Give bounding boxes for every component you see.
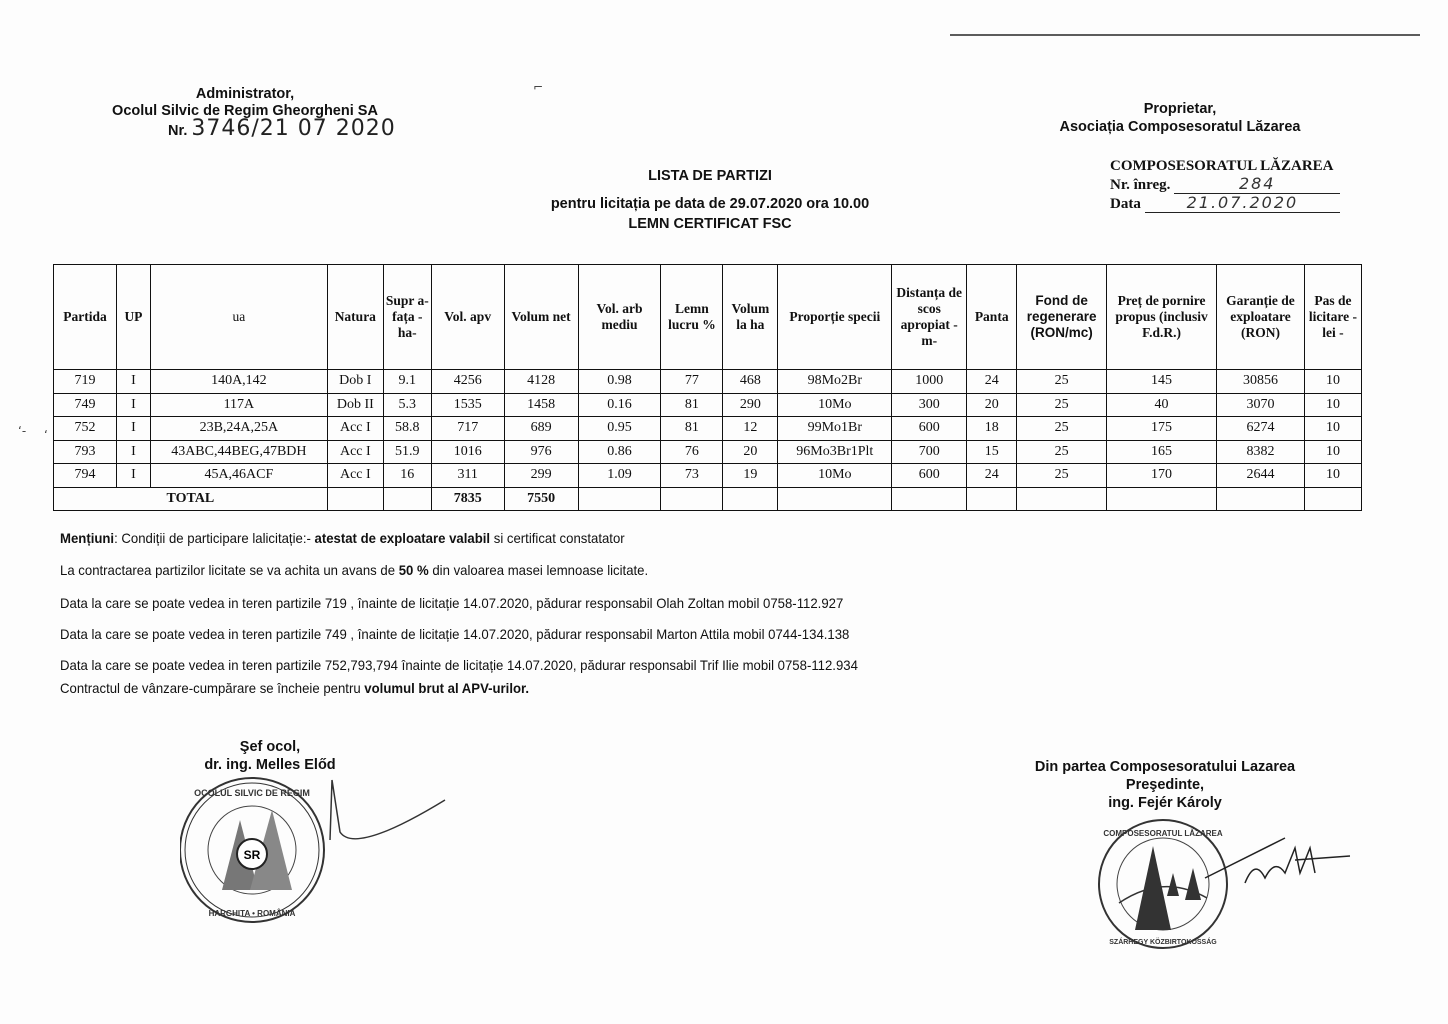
cell-pret-pornire: 175 [1107, 417, 1217, 441]
cell-natura: Acc I [327, 440, 383, 464]
cell-volum-net: 1458 [504, 393, 578, 417]
scan-top-line [950, 34, 1420, 36]
cell-vol-arb-mediu: 0.16 [578, 393, 661, 417]
cell-pret-pornire: 170 [1107, 464, 1217, 488]
document-title [520, 166, 900, 234]
total-empty-cell [723, 487, 778, 511]
cell-volum-la-ha: 290 [723, 393, 778, 417]
note-advance [60, 562, 648, 578]
total-empty-cell [578, 487, 661, 511]
total-empty-cell [892, 487, 967, 511]
cell-fond-regenerare: 25 [1017, 417, 1107, 441]
svg-text:HARGHITA • ROMÂNIA: HARGHITA • ROMÂNIA [208, 909, 296, 918]
cell-panta: 24 [967, 464, 1017, 488]
administrator-role: Administrator, [195, 86, 295, 102]
registration-date-value: 21.07.2020 [1145, 194, 1340, 213]
col-header-proportie-specii: Proporție specii [778, 265, 892, 370]
cell-vol-apv: 1016 [431, 440, 504, 464]
cell-proportie: 96Mo3Br1Plt [778, 440, 892, 464]
note-conditions [60, 530, 625, 546]
cell-proportie: 10Mo [778, 464, 892, 488]
nr-handwritten: 3746/21 07 2020 [191, 116, 396, 141]
table-row [54, 464, 1362, 488]
cell-suprafata: 5.3 [383, 393, 431, 417]
cell-vol-apv: 717 [431, 417, 504, 441]
cell-distanta: 700 [892, 440, 967, 464]
note-text: Contractul de vânzare-cumpărare se încheie pentru [60, 680, 365, 696]
mentiuni-label: Mențiuni [60, 530, 115, 546]
table-row [54, 440, 1362, 464]
cell-lemn-lucru: 77 [661, 370, 723, 394]
signature-right [1010, 758, 1320, 812]
note-visit-752-793-794: Data la care se poate vedea in teren partizile 752,793,794 înainte de licitație 14.07.2020, pădurar responsabil Trif Ilie mobil 0758-112.934 [60, 657, 858, 673]
cell-volum-net: 299 [504, 464, 578, 488]
table-row [54, 393, 1362, 417]
cell-proportie: 98Mo2Br [778, 370, 892, 394]
cell-natura: Dob II [327, 393, 383, 417]
cell-volum-la-ha: 19 [723, 464, 778, 488]
table-row [54, 417, 1362, 441]
cell-natura: Acc I [327, 417, 383, 441]
registration-nr-value: 284 [1174, 175, 1340, 194]
cell-partida: 793 [54, 440, 117, 464]
cell-panta: 24 [967, 370, 1017, 394]
cell-proportie: 10Mo [778, 393, 892, 417]
cell-ua: 45A,46ACF [150, 464, 327, 488]
svg-text:COMPOSESORATUL LĂZAREA: COMPOSESORATUL LĂZAREA [1103, 829, 1223, 838]
cell-lemn-lucru: 81 [661, 393, 723, 417]
cell-up: I [116, 370, 150, 394]
cell-pret-pornire: 40 [1107, 393, 1217, 417]
cell-vol-arb-mediu: 0.95 [578, 417, 661, 441]
total-empty-cell [1216, 487, 1304, 511]
cell-pas-licitare: 10 [1304, 393, 1361, 417]
signature-left [170, 738, 370, 774]
svg-text:OCOLUL SILVIC DE REGIM: OCOLUL SILVIC DE REGIM [194, 788, 310, 798]
total-empty-cell [778, 487, 892, 511]
cell-vol-arb-mediu: 0.98 [578, 370, 661, 394]
title-line-1: LISTA DE PARTIZI [648, 168, 772, 184]
ocol-silvic-stamp-icon [180, 770, 460, 930]
presedinte-role: Preşedinte, [1125, 777, 1205, 793]
note-text: La contractarea partizilor licitate se va achita un avans de [60, 562, 399, 578]
cell-natura: Acc I [327, 464, 383, 488]
owner-role: Proprietar, [1143, 101, 1217, 117]
total-vol-apv: 7835 [431, 487, 504, 511]
cell-suprafata: 51.9 [383, 440, 431, 464]
cell-lemn-lucru: 81 [661, 417, 723, 441]
registration-date-label: Data [1110, 196, 1141, 212]
registration-nr-line [1110, 175, 1340, 194]
registration-date-line [1110, 194, 1340, 213]
total-empty-cell [1017, 487, 1107, 511]
total-empty-cell [661, 487, 723, 511]
note-text: : Condiții de participare lalicitație:- [114, 530, 315, 546]
col-header-volum-net: Volum net [504, 265, 578, 370]
col-header-vol-apv: Vol. apv [431, 265, 504, 370]
cell-up: I [116, 464, 150, 488]
cell-pas-licitare: 10 [1304, 440, 1361, 464]
cell-suprafata: 58.8 [383, 417, 431, 441]
cell-garantie: 6274 [1216, 417, 1304, 441]
col-header-ua: ua [150, 265, 327, 370]
cell-garantie: 30856 [1216, 370, 1304, 394]
cell-suprafata: 9.1 [383, 370, 431, 394]
col-header-vol-arb-mediu: Vol. arb mediu [578, 265, 661, 370]
cell-partida: 749 [54, 393, 117, 417]
note-visit-719: Data la care se poate vedea in teren partizile 719 , înainte de licitație 14.07.2020, pădurar responsabil Olah Zoltan mobil 0758-112.927 [60, 595, 844, 611]
col-header-partida: Partida [54, 265, 117, 370]
svg-text:SR: SR [243, 848, 261, 862]
cell-partida: 752 [54, 417, 117, 441]
cell-pas-licitare: 10 [1304, 417, 1361, 441]
note-bold: atestat de exploatare valabil [314, 530, 491, 546]
note-text: si certificat constatator [490, 530, 625, 546]
cell-up: I [116, 417, 150, 441]
registration-org: COMPOSESORATUL LĂZAREA [1110, 158, 1334, 174]
cell-vol-arb-mediu: 0.86 [578, 440, 661, 464]
cell-garantie: 2644 [1216, 464, 1304, 488]
composesorat-line: Din partea Composesoratului Lazarea [1034, 759, 1296, 775]
sef-ocol-name: dr. ing. Melles Előd [204, 757, 336, 773]
sef-ocol-role: Şef ocol, [239, 739, 301, 755]
cell-pret-pornire: 165 [1107, 440, 1217, 464]
cell-ua: 43ABC,44BEG,47BDH [150, 440, 327, 464]
col-header-natura: Natura [327, 265, 383, 370]
scan-mark: ⌐ [533, 80, 544, 94]
col-header-garantie: Garanție de exploatare (RON) [1216, 265, 1304, 370]
cell-ua: 23B,24A,25A [150, 417, 327, 441]
col-header-pret-pornire: Preț de pornire propus (inclusiv F.d.R.) [1107, 265, 1217, 370]
cell-fond-regenerare: 25 [1017, 440, 1107, 464]
note-text: din valoarea masei lemnoase licitate. [428, 562, 649, 578]
cell-panta: 15 [967, 440, 1017, 464]
cell-panta: 20 [967, 393, 1017, 417]
table-header-row [54, 265, 1362, 370]
cell-pret-pornire: 145 [1107, 370, 1217, 394]
total-empty-cell [383, 487, 431, 511]
col-header-pas-licitare: Pas de licitare - lei - [1304, 265, 1361, 370]
cell-distanta: 600 [892, 464, 967, 488]
owner-org: Asociația Composesoratul Lăzarea [1059, 119, 1301, 135]
cell-pas-licitare: 10 [1304, 370, 1361, 394]
total-label: TOTAL [54, 487, 328, 511]
total-empty-cell [1107, 487, 1217, 511]
scan-mark: ‘ [44, 428, 48, 442]
administrator-nr [90, 116, 400, 141]
cell-vol-apv: 311 [431, 464, 504, 488]
cell-volum-net: 689 [504, 417, 578, 441]
cell-fond-regenerare: 25 [1017, 393, 1107, 417]
cell-distanta: 300 [892, 393, 967, 417]
total-empty-cell [1304, 487, 1361, 511]
col-header-distanta: Distanța de scos apropiat -m- [892, 265, 967, 370]
cell-natura: Dob I [327, 370, 383, 394]
svg-text:SZÁRHEGY KÖZBIRTOKOSSÁG: SZÁRHEGY KÖZBIRTOKOSSÁG [1109, 939, 1217, 946]
cell-volum-net: 976 [504, 440, 578, 464]
cell-distanta: 600 [892, 417, 967, 441]
presedinte-name: ing. Fejér Károly [1108, 795, 1222, 811]
total-empty-cell [327, 487, 383, 511]
cell-ua: 140A,142 [150, 370, 327, 394]
cell-partida: 794 [54, 464, 117, 488]
cell-up: I [116, 440, 150, 464]
col-header-panta: Panta [967, 265, 1017, 370]
cell-fond-regenerare: 25 [1017, 464, 1107, 488]
cell-vol-apv: 1535 [431, 393, 504, 417]
note-visit-749: Data la care se poate vedea in teren partizile 749 , înainte de licitație 14.07.2020, pădurar responsabil Marton Attila mobil 0744-134.138 [60, 626, 850, 642]
cell-proportie: 99Mo1Br [778, 417, 892, 441]
col-header-fond-regenerare: Fond de regenerare (RON/mc) [1017, 265, 1107, 370]
cell-pas-licitare: 10 [1304, 464, 1361, 488]
cell-vol-arb-mediu: 1.09 [578, 464, 661, 488]
cell-suprafata: 16 [383, 464, 431, 488]
cell-partida: 719 [54, 370, 117, 394]
scan-mark: ‘- [18, 424, 27, 438]
cell-fond-regenerare: 25 [1017, 370, 1107, 394]
cell-garantie: 3070 [1216, 393, 1304, 417]
note-bold: volumul brut al APV-urilor. [364, 680, 530, 696]
total-volum-net: 7550 [504, 487, 578, 511]
total-empty-cell [967, 487, 1017, 511]
col-header-up: UP [116, 265, 150, 370]
registration-nr-label: Nr. înreg. [1110, 177, 1171, 193]
cell-panta: 18 [967, 417, 1017, 441]
cell-up: I [116, 393, 150, 417]
table-row [54, 370, 1362, 394]
col-header-lemn-lucru: Lemn lucru % [661, 265, 723, 370]
cell-volum-la-ha: 12 [723, 417, 778, 441]
cell-volum-la-ha: 20 [723, 440, 778, 464]
cell-lemn-lucru: 73 [661, 464, 723, 488]
cell-garantie: 8382 [1216, 440, 1304, 464]
note-bold: 50 % [398, 562, 429, 578]
cell-lemn-lucru: 76 [661, 440, 723, 464]
cell-ua: 117A [150, 393, 327, 417]
cell-volum-net: 4128 [504, 370, 578, 394]
title-line-2: pentru licitația pe data de 29.07.2020 ora 10.00 [550, 196, 870, 212]
partizi-table [53, 264, 1362, 511]
cell-volum-la-ha: 468 [723, 370, 778, 394]
note-contract [60, 680, 529, 696]
table-total-row [54, 487, 1362, 511]
composesorat-stamp-icon [1095, 818, 1365, 958]
col-header-volum-la-ha: Volum la ha [723, 265, 778, 370]
nr-label: Nr. [168, 123, 188, 139]
col-header-suprafata: Supr a- fața -ha- [383, 265, 431, 370]
cell-distanta: 1000 [892, 370, 967, 394]
title-line-3: LEMN CERTIFICAT FSC [628, 216, 792, 232]
cell-vol-apv: 4256 [431, 370, 504, 394]
owner-header [1050, 100, 1310, 136]
administrator-org: Ocolul Silvic de Regim Gheorgheni SA [112, 103, 378, 119]
administrator-header [90, 86, 400, 140]
registration-stamp [1110, 158, 1340, 213]
